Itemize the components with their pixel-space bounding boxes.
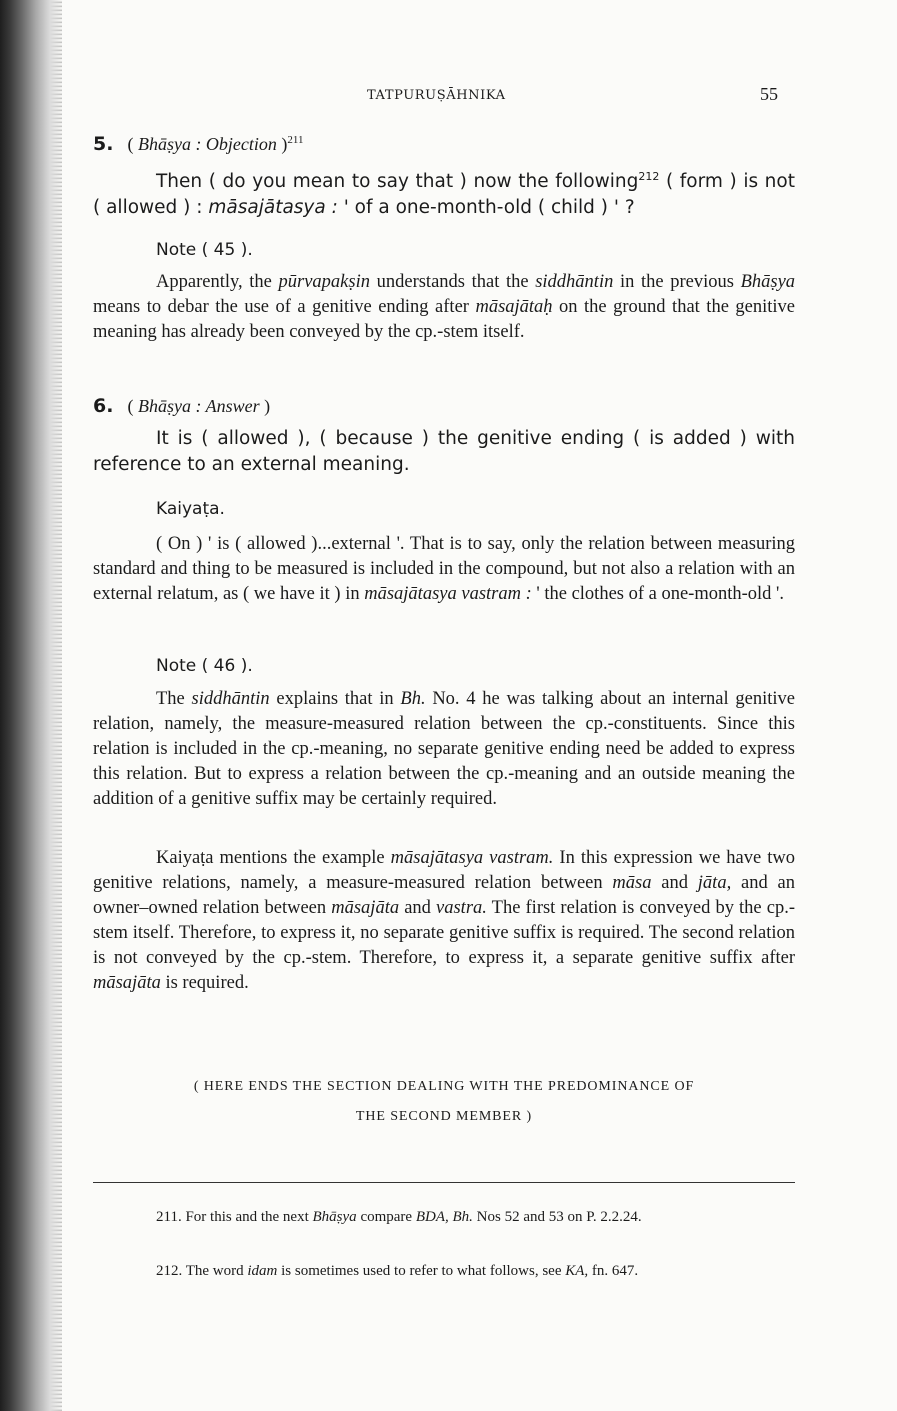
fn211-b: Bhāṣya bbox=[312, 1209, 357, 1225]
note-46-d: Bh. bbox=[400, 689, 426, 709]
section-6-heading bbox=[93, 395, 270, 417]
kaiyata-c: ' the clothes of a one-month-old '. bbox=[531, 584, 785, 604]
section-5-term: māsajātasya : bbox=[208, 197, 338, 219]
note-46-2i: and bbox=[399, 898, 437, 918]
section-5-label: Bhāṣya : Objection bbox=[137, 134, 277, 154]
footnote-211 bbox=[93, 1206, 795, 1229]
fn212-a: 212. The word bbox=[156, 1263, 248, 1279]
section-5-heading bbox=[93, 133, 304, 155]
kaiyata-text bbox=[93, 532, 795, 607]
kaiyata-label: Kaiyaṭa. bbox=[156, 499, 225, 519]
note-46-text-2 bbox=[93, 846, 795, 996]
page-number: 55 bbox=[760, 84, 778, 104]
note-45-e: in the previous bbox=[613, 272, 741, 292]
note-46-label: Note ( 46 ). bbox=[156, 656, 253, 676]
note-46-e: No. 4 he was talking about an internal genitive relation, namely, the measure-measured relation between the cp.-constituents. Since this relation is included in the cp.-meaning, no separate genitive ending need be added to express this relation. But to express a relation between the cp.-meaning and an outside meaning the addition of a genitive suffix may be certainly required. bbox=[93, 689, 795, 809]
note-46-2l: māsajāta bbox=[93, 973, 161, 993]
note-46-2e: and bbox=[651, 873, 698, 893]
fn211-e: Nos 52 and 53 on P. 2.2.24. bbox=[472, 1209, 642, 1225]
note-46-c: explains that in bbox=[269, 689, 401, 709]
note-45-label: Note ( 45 ). bbox=[156, 240, 253, 260]
note-46-2f: jāta, bbox=[697, 873, 732, 893]
footnote-rule bbox=[93, 1182, 795, 1183]
footnote-ref-211: 211 bbox=[287, 134, 304, 146]
note-45-i: on the ground that the genitive meaning has already been conveyed by the cp.-stem itself. bbox=[93, 297, 795, 342]
note-46-2a: Kaiyaṭa mentions the example bbox=[156, 848, 391, 868]
section-5-text-b: ( form ) is not ( allowed ) : bbox=[93, 171, 795, 219]
note-46-2b: māsajātasya vastram. bbox=[390, 848, 554, 868]
note-46-b: siddhāntin bbox=[191, 689, 270, 709]
note-45-a: Apparently, the bbox=[156, 272, 279, 292]
section-6-open-paren: ( bbox=[127, 396, 134, 416]
note-45-f: Bhāṣya bbox=[740, 272, 796, 292]
note-45-b: pūrvapakṣin bbox=[278, 272, 370, 292]
section-5-text-a: Then ( do you mean to say that ) now the following bbox=[156, 171, 639, 193]
kaiyata-a: ( On ) ' is ( allowed )...external '. That is to say, only the relation between measuring standard and thing to be measured is included in the compound, but not also a relation with an external relatum, as ( we have it ) in bbox=[93, 534, 795, 604]
section-5-close-paren: ) bbox=[281, 134, 288, 154]
note-46-2d: māsa bbox=[612, 873, 652, 893]
note-46-2g: and an owner–owned relation between bbox=[93, 873, 795, 918]
section-5-text bbox=[93, 164, 795, 221]
note-46-a: The bbox=[156, 689, 192, 709]
note-46-2k: The first relation is conveyed by the cp.-stem itself. Therefore, to express it, no separate genitive suffix is required. The second relation is not conveyed by the cp.-stem. Therefore, to express it, a separate genitive suffix after bbox=[93, 898, 795, 968]
footnote-ref-212: 212 bbox=[638, 170, 660, 183]
note-45-h: māsajātaḥ bbox=[475, 297, 553, 317]
footnote-212 bbox=[93, 1260, 795, 1283]
fn212-e: fn. 647. bbox=[588, 1263, 639, 1279]
section-5-number: 5. bbox=[93, 133, 114, 155]
fn211-a: 211. For this and the next bbox=[156, 1209, 313, 1225]
fn212-d: KA, bbox=[565, 1263, 589, 1279]
section-5-open-paren: ( bbox=[127, 134, 134, 154]
note-46-2j: vastra. bbox=[436, 898, 487, 918]
section-6-text: It is ( allowed ), ( because ) the genitive ending ( is added ) with reference to an external meaning. bbox=[93, 428, 795, 475]
section-6-number: 6. bbox=[93, 395, 114, 417]
note-46-2c: In this expression we have two genitive relations, namely, a measure-measured relation between bbox=[93, 848, 795, 893]
closing-line-1: ( HERE ENDS THE SECTION DEALING WITH THE PREDOMINANCE OF bbox=[193, 1079, 695, 1094]
running-header: TATPURUṢĀHNIKA bbox=[367, 88, 506, 103]
fn211-d: BDA, Bh. bbox=[415, 1209, 473, 1225]
fn211-c: compare bbox=[356, 1209, 416, 1225]
section-6-close-paren: ) bbox=[264, 396, 271, 416]
fn212-b: idam bbox=[247, 1263, 278, 1279]
closing-line-2: THE SECOND MEMBER ) bbox=[355, 1109, 533, 1124]
kaiyata-b: māsajātasya vastram : bbox=[364, 584, 532, 604]
scanned-binding-edge bbox=[0, 0, 62, 1411]
note-45-c: understands that the bbox=[369, 272, 536, 292]
section-6-label: Bhāṣya : Answer bbox=[137, 396, 260, 416]
fn212-c: is sometimes used to refer to what follows, see bbox=[277, 1263, 566, 1279]
note-46-text-1 bbox=[93, 687, 795, 812]
note-45-d: siddhāntin bbox=[535, 272, 614, 292]
note-46-2m: is required. bbox=[160, 973, 249, 993]
section-closing bbox=[93, 1072, 795, 1132]
note-46-2h: māsajāta bbox=[331, 898, 400, 918]
section-5-text-c: ' of a one-month-old ( child ) ' ? bbox=[337, 197, 635, 219]
note-45-g: means to debar the use of a genitive ending after bbox=[93, 297, 476, 317]
note-45-text bbox=[93, 270, 795, 345]
